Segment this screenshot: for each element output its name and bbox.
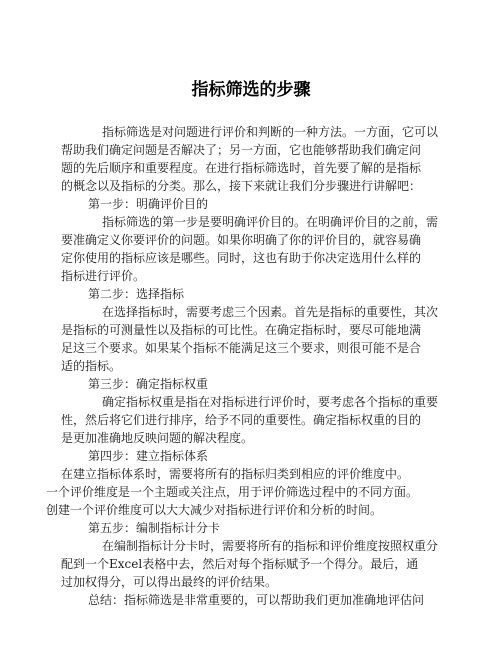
body-line: 帮助我们确定问题是否解决了；另一方面，它也能够帮助我们确定问 (61, 143, 422, 157)
section-heading-step1: 第一步：明确评价目的 (88, 197, 209, 211)
body-line: 是更加准确地反映问题的解决程度。 (61, 431, 254, 445)
body-line: 足这三个要求。如果某个指标不能满足这三个要求，则很可能不是合 (61, 341, 422, 355)
section-heading-step2: 第二步：选择指标 (88, 287, 185, 301)
document-title: 指标筛选的步骤 (191, 80, 311, 100)
body-line: 定你使用的指标应该是哪些。同时，这也有助于你决定选用什么样的 (61, 251, 422, 265)
body-line: 配到一个Excel表格中去，然后对每个指标赋予一个得分。最后，通 (61, 557, 419, 571)
body-line: 要准确定义你要评价的问题。如果你明确了你的评价目的，就容易确 (61, 233, 422, 247)
body-line: 创建一个评价维度可以大大减少对指标进行评价和分析的时间。 (46, 503, 383, 517)
body-line: 在编制指标计分卡时，需要将所有的指标和评价维度按照权重分 (102, 539, 439, 553)
section-heading-step4: 第四步：建立指标体系 (88, 449, 209, 463)
body-line: 的概念以及指标的分类。那么，接下来就让我们分步骤进行讲解吧： (61, 179, 422, 193)
body-line: 适的指标。 (61, 359, 122, 373)
section-heading-step3: 第三步：确定指标权重 (88, 377, 209, 391)
body-line: 性，然后将它们进行排序，给予不同的重要性。确定指标权重的目的 (61, 413, 422, 427)
section-heading-step5: 第五步：编制指标计分卡 (88, 521, 221, 535)
body-line: 在选择指标时，需要考虑三个因素。首先是指标的重要性，其次 (102, 305, 439, 319)
body-line: 过加权得分，可以得出最终的评价结果。 (61, 575, 278, 589)
body-line: 指标筛选是对问题进行评价和判断的一种方法。一方面，它可以 (102, 125, 439, 139)
body-line: 确定指标权重是指在对指标进行评价时，要考虑各个指标的重要 (102, 395, 439, 409)
body-line: 一个评价维度是一个主题或关注点，用于评价筛选过程中的不同方面。 (46, 485, 419, 499)
summary-line: 总结：指标筛选是非常重要的，可以帮助我们更加准确地评估问 (88, 593, 425, 607)
body-line: 指标进行评价。 (61, 269, 146, 283)
body-line: 在建立指标体系时，需要将所有的指标归类到相应的评价维度中。 (61, 467, 410, 481)
body-line: 指标筛选的第一步是要明确评价目的。在明确评价目的之前，需 (102, 215, 439, 229)
body-line: 是指标的可测量性以及指标的可比性。在确定指标时，要尽可能地满 (61, 323, 422, 337)
body-line: 题的先后顺序和重要程度。在进行指标筛选时，首先要了解的是指标 (61, 161, 422, 175)
